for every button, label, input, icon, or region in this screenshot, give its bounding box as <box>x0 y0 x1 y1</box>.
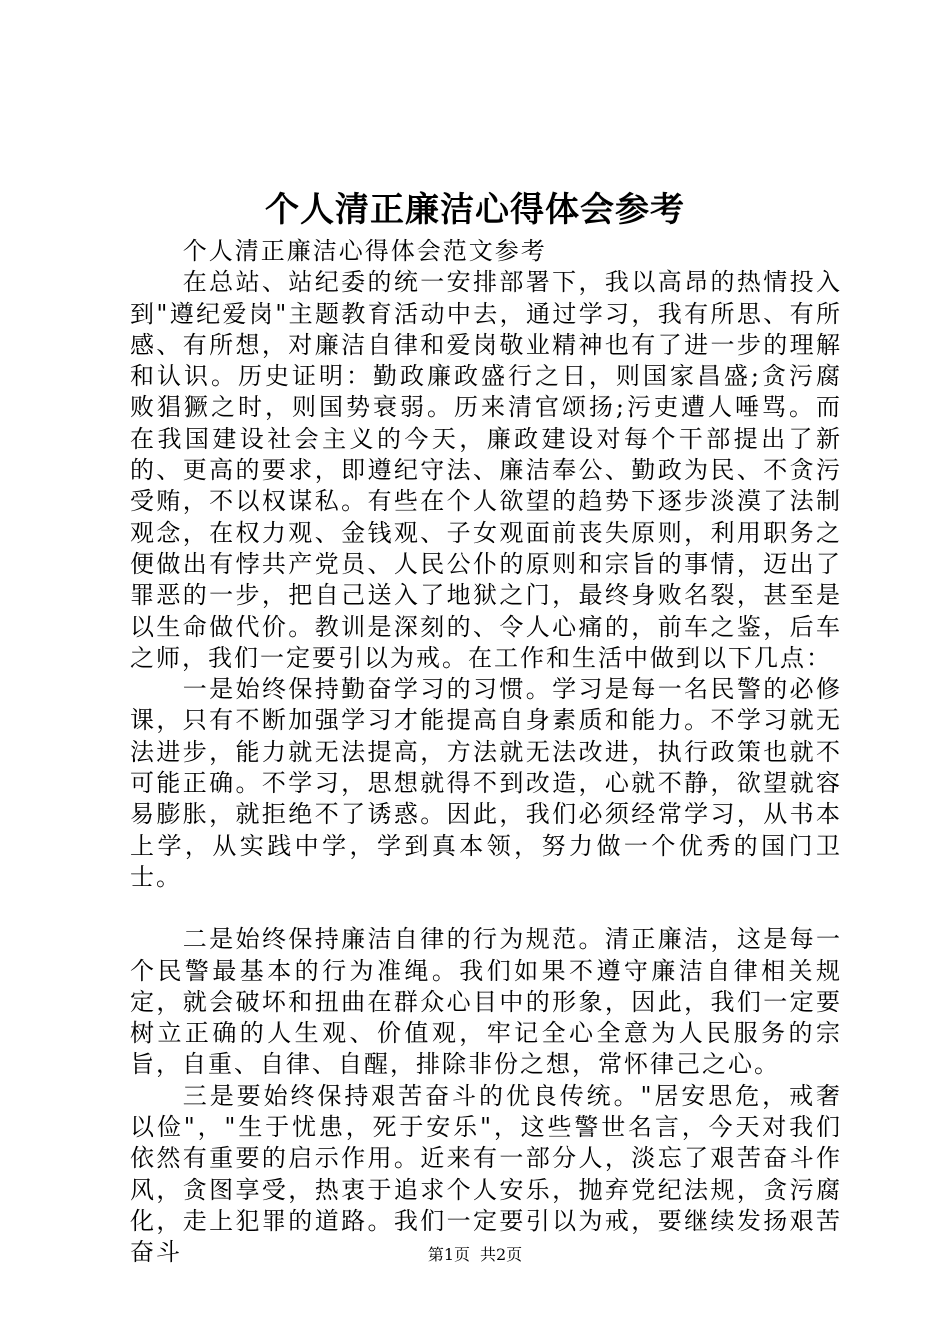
page-footer <box>0 1243 950 1267</box>
point-two-paragraph: 二是始终保持廉洁自律的行为规范。清正廉洁，这是每一个民警最基本的行为准绳。我们如果不遵守廉洁自律相关规定，就会破坏和扭曲在群众心目中的形象，因此，我们一定要树立正确的人生观、价值观，牢记全心全意为人民服务的宗旨，自重、自律、自醒，排除非份之想，常怀律己之心。 <box>130 925 842 1079</box>
subtitle-paragraph: 个人清正廉洁心得体会范文参考 <box>182 237 547 265</box>
intro-paragraph: 在总站、站纪委的统一安排部署下，我以高昂的热情投入到"遵纪爱岗"主题教育活动中去，通过学习，我有所思、有所感、有所想，对廉洁自律和爱岗敬业精神也有了进一步的理解和认识。历史证明：勤政廉政盛行之日，则国家昌盛;贪污腐败猖獗之时，则国势衰弱。历来清官颂扬;污吏遭人唾骂。而在我国建设社会主义的今天，廉政建设对每个干部提出了新的、更高的要求，即遵纪守法、廉洁奉公、勤政为民、不贪污受贿，不以权谋私。有些在个人欲望的趋势下逐步淡漠了法制观念，在权力观、金钱观、子女观面前丧失原则，利用职务之便做出有悖共产党员、人民公仆的原则和宗旨的事情，迈出了罪恶的一步，把自己送入了地狱之门，最终身败名裂，甚至是以生命做代价。教训是深刻的、令人心痛的，前车之鉴，后车之师，我们一定要引以为戒。在工作和生活中做到以下几点： <box>130 268 842 672</box>
document-title: 个人清正廉洁心得体会参考 <box>265 190 685 230</box>
page-total: 共2页 <box>480 1245 523 1264</box>
page-number: 第1页 <box>427 1245 470 1264</box>
point-three-paragraph: 三是要始终保持艰苦奋斗的优良传统。"居安思危，戒奢以俭"，"生于忧患，死于安乐"，这些警世名言，今天对我们依然有重要的启示作用。近来有一部分人，淡忘了艰苦奋斗作风，贪图享受，热衷于追求个人安乐，抛弃党纪法规，贪污腐化，走上犯罪的道路。我们一定要引以为戒，要继续发扬艰苦奋斗 <box>130 1081 842 1267</box>
document-body <box>130 236 842 1269</box>
point-one-paragraph: 一是始终保持勤奋学习的习惯。学习是每一名民警的必修课，只有不断加强学习才能提高自身素质和能力。不学习就无法进步，能力就无法提高，方法就无法改进，执行政策也就不可能正确。不学习，思想就得不到改造，心就不静，欲望就容易膨胀，就拒绝不了诱惑。因此，我们必须经常学习，从书本上学，从实践中学，学到真本领，努力做一个优秀的国门卫士。 <box>130 675 842 891</box>
